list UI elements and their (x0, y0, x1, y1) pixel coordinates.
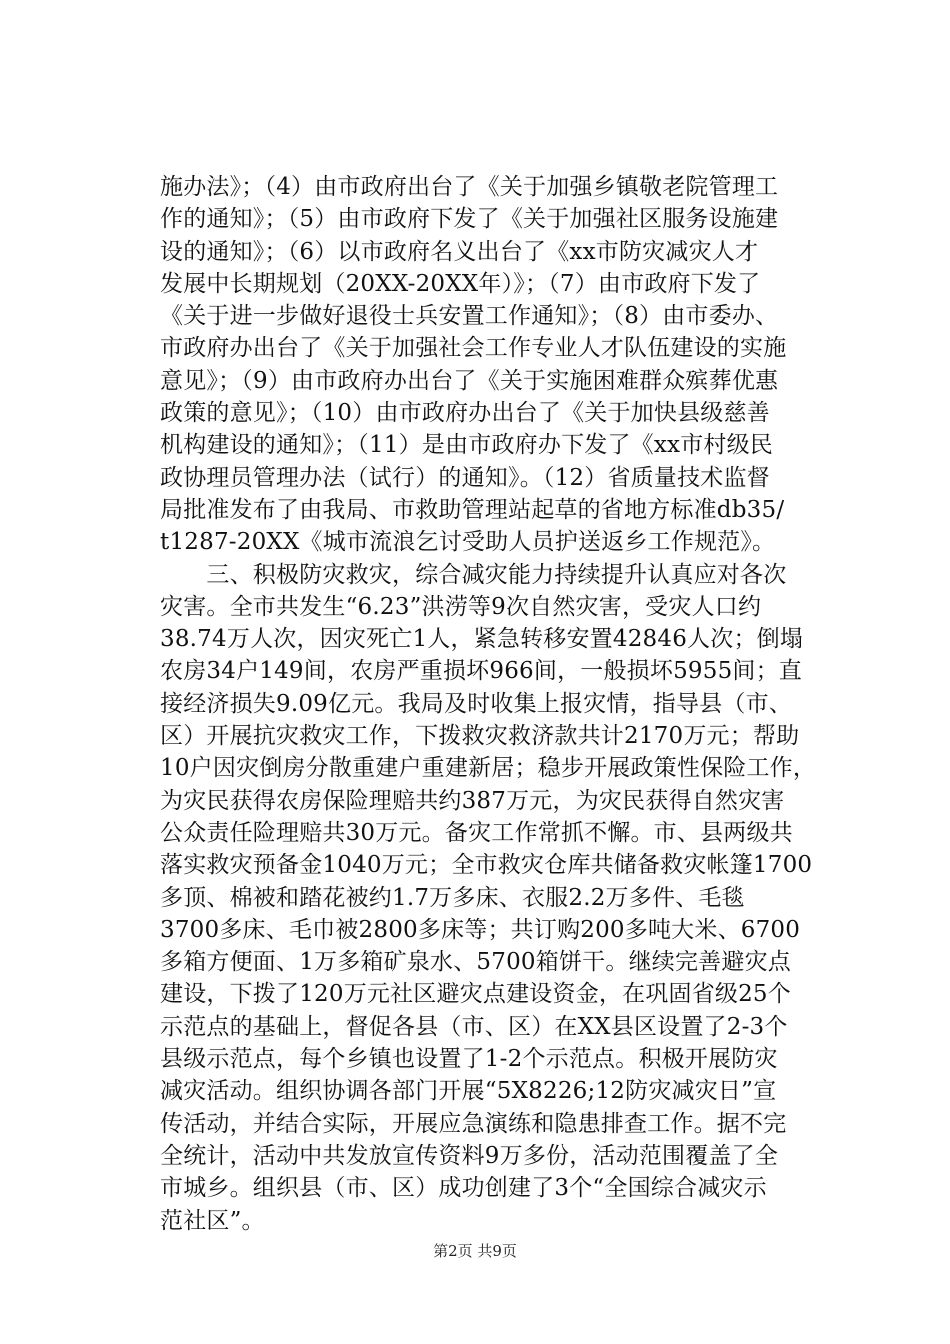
text-line: 传活动，并结合实际，开展应急演练和隐患排查工作。据不完 (160, 1110, 787, 1137)
text-line: 示范点的基础上，督促各县（市、区）在XX县区设置了2-3个 (160, 1013, 788, 1040)
text-line: 多箱方便面、1万多箱矿泉水、5700箱饼干。继续完善避灾点 (160, 949, 791, 976)
text-line: 为灾民获得农房保险理赔共约387万元，为灾民获得自然灾害 (160, 787, 785, 814)
text-line: 《关于进一步做好退役士兵安置工作通知》；（8）由市委办、 (160, 303, 779, 330)
text-line: 3700多床、毛巾被2800多床等；共订购200多吨大米、6700 (160, 916, 801, 943)
text-line: 10户因灾倒房分散重建户重建新居；稳步开展政策性保险工作， (160, 755, 817, 782)
text-line: 区）开展抗灾救灾工作，下拨救灾救济款共计2170万元；帮助 (160, 723, 800, 750)
text-line: 机构建设的通知》；（11）是由市政府办下发了《xx市村级民 (160, 432, 774, 459)
text-line: 减灾活动。组织协调各部门开展“5X8226;12防灾减灾日”宣 (160, 1078, 777, 1105)
page-number-footer: 第2页 共9页 (433, 1242, 517, 1260)
text-line: 落实救灾预备金1040万元；全市救灾仓库共储备救灾帐篷1700 (160, 852, 813, 879)
text-line: 市城乡。组织县（市、区）成功创建了3个“全国综合减灾示 (160, 1175, 767, 1202)
text-line: 全统计，活动中共发放宣传资料9万多份，活动范围覆盖了全 (160, 1142, 779, 1169)
text-line: 县级示范点，每个乡镇也设置了1-2个示范点。积极开展防灾 (160, 1046, 778, 1073)
text-line: 接经济损失9.09亿元。我局及时收集上报灾情，指导县（市、 (160, 690, 793, 717)
text-line: 范社区”。 (160, 1207, 265, 1234)
text-line: 公众责任险理赔共30万元。备灾工作常抓不懈。市、县两级共 (160, 819, 793, 846)
text-line: 政策的意见》；（10）由市政府办出台了《关于加快县级慈善 (160, 400, 770, 427)
text-line: 建设，下拨了120万元社区避灾点建设资金，在巩固省级25个 (160, 981, 791, 1008)
text-line: t1287-20XX《城市流浪乞讨受助人员护送返乡工作规范》。 (160, 529, 776, 556)
text-line: 发展中长期规划（20XX-20XX年）》；（7）由市政府下发了 (160, 270, 761, 297)
text-line: 多顶、棉被和踏花被约1.7万多床、衣服2.2万多件、毛毯 (160, 884, 745, 911)
text-line: 市政府办出台了《关于加强社会工作专业人才队伍建设的实施 (160, 335, 787, 362)
text-line: 农房34户149间，农房严重损坏966间，一般损坏5955间；直 (160, 658, 802, 685)
text-line: 灾害。全市共发生“6.23”洪涝等9次自然灾害，受灾人口约 (160, 593, 762, 620)
text-line: 作的通知》；（5）由市政府下发了《关于加强社区服务设施建 (160, 206, 779, 233)
text-line: 意见》；（9）由市政府办出台了《关于实施困难群众殡葬优惠 (160, 367, 779, 394)
text-line: 38.74万人次，因灾死亡1人，紧急转移安置42846人次；倒塌 (160, 626, 804, 653)
text-line: 局批准发布了由我局、市救助管理站起草的省地方标准db35/ (160, 496, 785, 523)
text-line: 设的通知》；（6）以市政府名义出台了《xx市防灾减灾人才 (160, 238, 759, 265)
text-line: 施办法》；（4）由市政府出台了《关于加强乡镇敬老院管理工 (160, 174, 779, 200)
text-line: 政协理员管理办法（试行）的通知》。（12）省质量技术监督 (160, 464, 770, 491)
section-heading-line: 三、积极防灾救灾，综合减灾能力持续提升认真应对各次 (160, 561, 787, 588)
body-text (160, 171, 840, 1237)
